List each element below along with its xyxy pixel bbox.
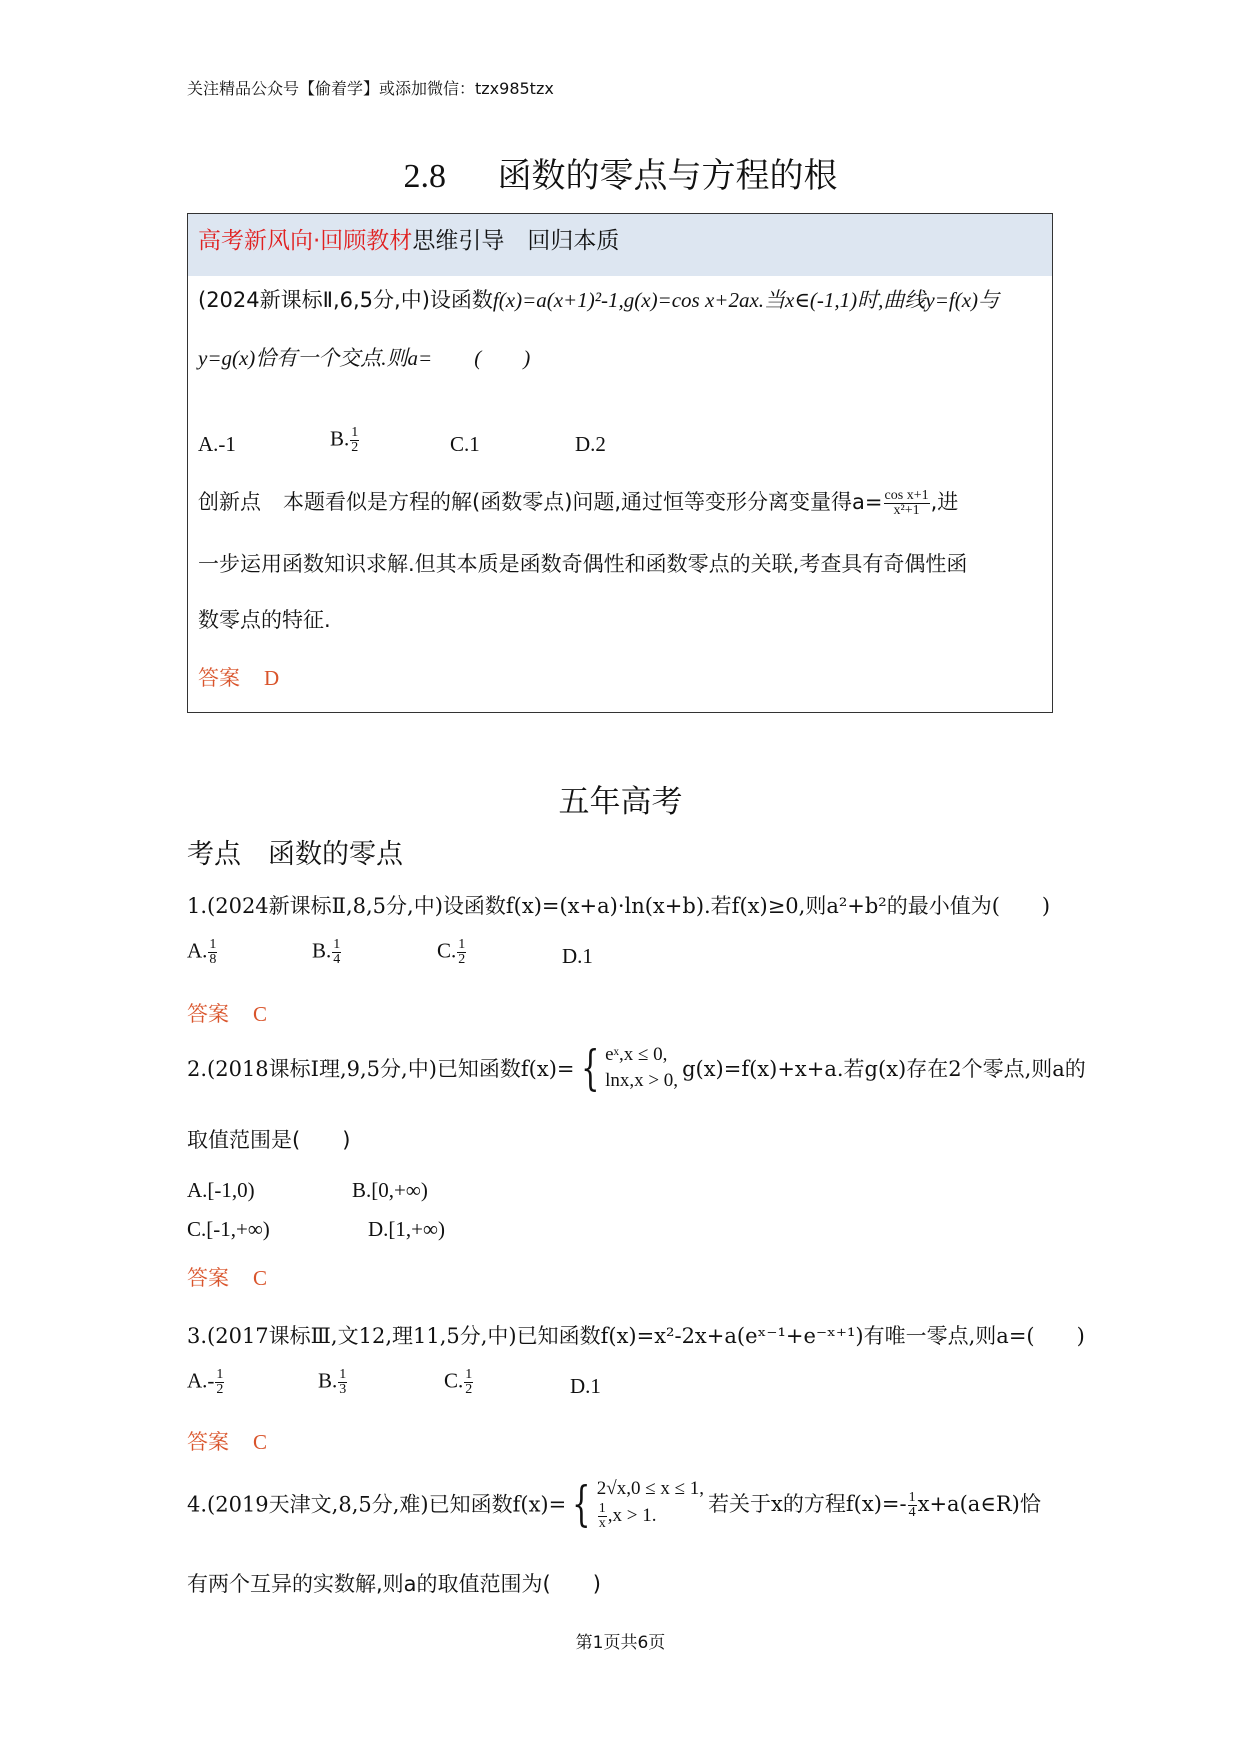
q2-option-d: D.[1,+∞) <box>368 1217 445 1241</box>
box-question-line2: y=g(x)恰有一个交点.则a= ( ) <box>198 346 531 370</box>
title-number: 2.8 <box>403 158 446 195</box>
q2-answer: 答案 C <box>187 1266 268 1290</box>
q2-prefix: 2.(2018课标Ⅰ理,9,5分,中)已知函数f(x)= <box>187 1057 575 1081</box>
q3-option-c: C. $\frac{1}{2}$ <box>444 1367 473 1397</box>
box-option-d: D.2 <box>575 432 606 456</box>
q1-option-d: D.1 <box>562 944 593 968</box>
q1-answer: 答案 C <box>187 1002 268 1026</box>
q3-option-d: D.1 <box>570 1374 601 1398</box>
box-answer-label: 答案 <box>198 666 240 690</box>
q1-options <box>187 938 1053 978</box>
q2-answer-value: C <box>253 1266 268 1290</box>
box-options <box>198 425 1048 457</box>
box-heading-rest: 思维引导 回归本质 <box>412 228 620 254</box>
q2-stem: 2.(2018课标Ⅰ理,9,5分,中)已知函数f(x)= { eˣ,x ≤ 0, lnx,x > 0, g(x)=f(x)+x+a.若g(x)存在2个零点,则a的 <box>187 1040 1086 1096</box>
box-question-line1 <box>198 284 999 314</box>
q4-piecewise: 2√x,0 ≤ x ≤ 1, $\frac{1}{x}$ ,x > 1. <box>596 1478 705 1531</box>
page-title <box>0 148 1241 197</box>
review-box <box>187 213 1053 713</box>
box-question-source: (2024新课标Ⅱ,6,5分,中)设函数 <box>198 288 493 312</box>
q3-option-a: A.- $\frac{1}{2}$ <box>187 1367 224 1397</box>
box-option-b: B. $\frac{1}{2}$ <box>330 425 359 455</box>
q1-option-a: A. $\frac{1}{8}$ <box>187 937 217 967</box>
q3-options <box>187 1368 1053 1408</box>
innovation-label: 创新点 <box>198 490 261 514</box>
section-title: 五年高考 <box>558 784 683 820</box>
q1-option-c: C. $\frac{1}{2}$ <box>437 937 466 967</box>
innovation-line1: 创新点 本题看似是方程的解(函数零点)问题,通过恒等变形分离变量得a= $\frac{\text{cos x+1}}{\text{x²+1}}$ ,进 <box>198 487 959 518</box>
q1-option-b: B. $\frac{1}{4}$ <box>312 937 341 967</box>
innovation-fraction: $\frac{\text{cos x+1}}{\text{x²+1}}$ <box>884 487 929 518</box>
q2-piecewise: eˣ,x ≤ 0, lnx,x > 0, <box>605 1044 679 1091</box>
box-answer-value: D <box>264 666 280 690</box>
q2-stem-line2: 取值范围是( ) <box>187 1128 351 1152</box>
q3-answer: 答案 C <box>187 1430 268 1454</box>
q1-answer-value: C <box>253 1002 268 1026</box>
box-question-formula: f(x)=a(x+1)²-1,g(x)=cos x+2ax.当x∈(-1,1)时,曲线y=f(x)与 <box>492 288 1000 312</box>
q4-stem-line2: 有两个互异的实数解,则a的取值范围为( ) <box>187 1572 601 1596</box>
q3-answer-value: C <box>253 1430 268 1454</box>
box-option-a: A.-1 <box>198 432 236 456</box>
title-text: 函数的零点与方程的根 <box>497 156 838 196</box>
q1-stem: 1.(2024新课标Ⅱ,8,5分,中)设函数f(x)=(x+a)·ln(x+b).若f(x)≥0,则a²+b²的最小值为( ) <box>187 894 1051 918</box>
page-footer: 第1页共6页 <box>575 1633 666 1653</box>
q2-option-a: A.[-1,0) <box>187 1178 255 1202</box>
innovation-text-1: 本题看似是方程的解(函数零点)问题,通过恒等变形分离变量得a= <box>283 490 883 514</box>
box-option-c: C.1 <box>450 432 480 456</box>
review-box-heading <box>198 222 619 255</box>
q3-option-b: B. $\frac{1}{3}$ <box>318 1367 347 1397</box>
q3-stem: 3.(2017课标Ⅲ,文12,理11,5分,中)已知函数f(x)=x²-2x+a(eˣ⁻¹+e⁻ˣ⁺¹)有唯一零点,则a=( ) <box>187 1324 1085 1348</box>
innovation-line3: 数零点的特征. <box>198 608 331 632</box>
q4-prefix: 4.(2019天津文,8,5分,难)已知函数f(x)= <box>187 1492 567 1517</box>
header-note: 关注精品公众号【偷着学】或添加微信：tzx985tzx <box>187 79 554 98</box>
q4-suffix: 若关于x的方程f(x)=- $\frac{1}{4}$ x+a(a∈R)恰 <box>708 1489 1041 1520</box>
topic-heading: 考点 函数的零点 <box>187 839 403 870</box>
box-answer <box>198 662 279 692</box>
q2-option-b: B.[0,+∞) <box>352 1178 428 1202</box>
box-heading-red: 高考新风向·回顾教材 <box>198 228 413 254</box>
q2-option-c: C.[-1,+∞) <box>187 1217 270 1241</box>
q4-stem: 4.(2019天津文,8,5分,难)已知函数f(x)= { 2√x,0 ≤ x ≤ 1, $\frac{1}{x}$ ,x > 1. 若关于x的方程f(x)=- $\frac{1}{4}$ x+a(a∈R)恰 <box>187 1475 1041 1532</box>
q2-suffix: g(x)=f(x)+x+a.若g(x)存在2个零点,则a的 <box>682 1057 1086 1081</box>
innovation-line2: 一步运用函数知识求解.但其本质是函数奇偶性和函数零点的关联,考查具有奇偶性函 <box>198 552 968 576</box>
